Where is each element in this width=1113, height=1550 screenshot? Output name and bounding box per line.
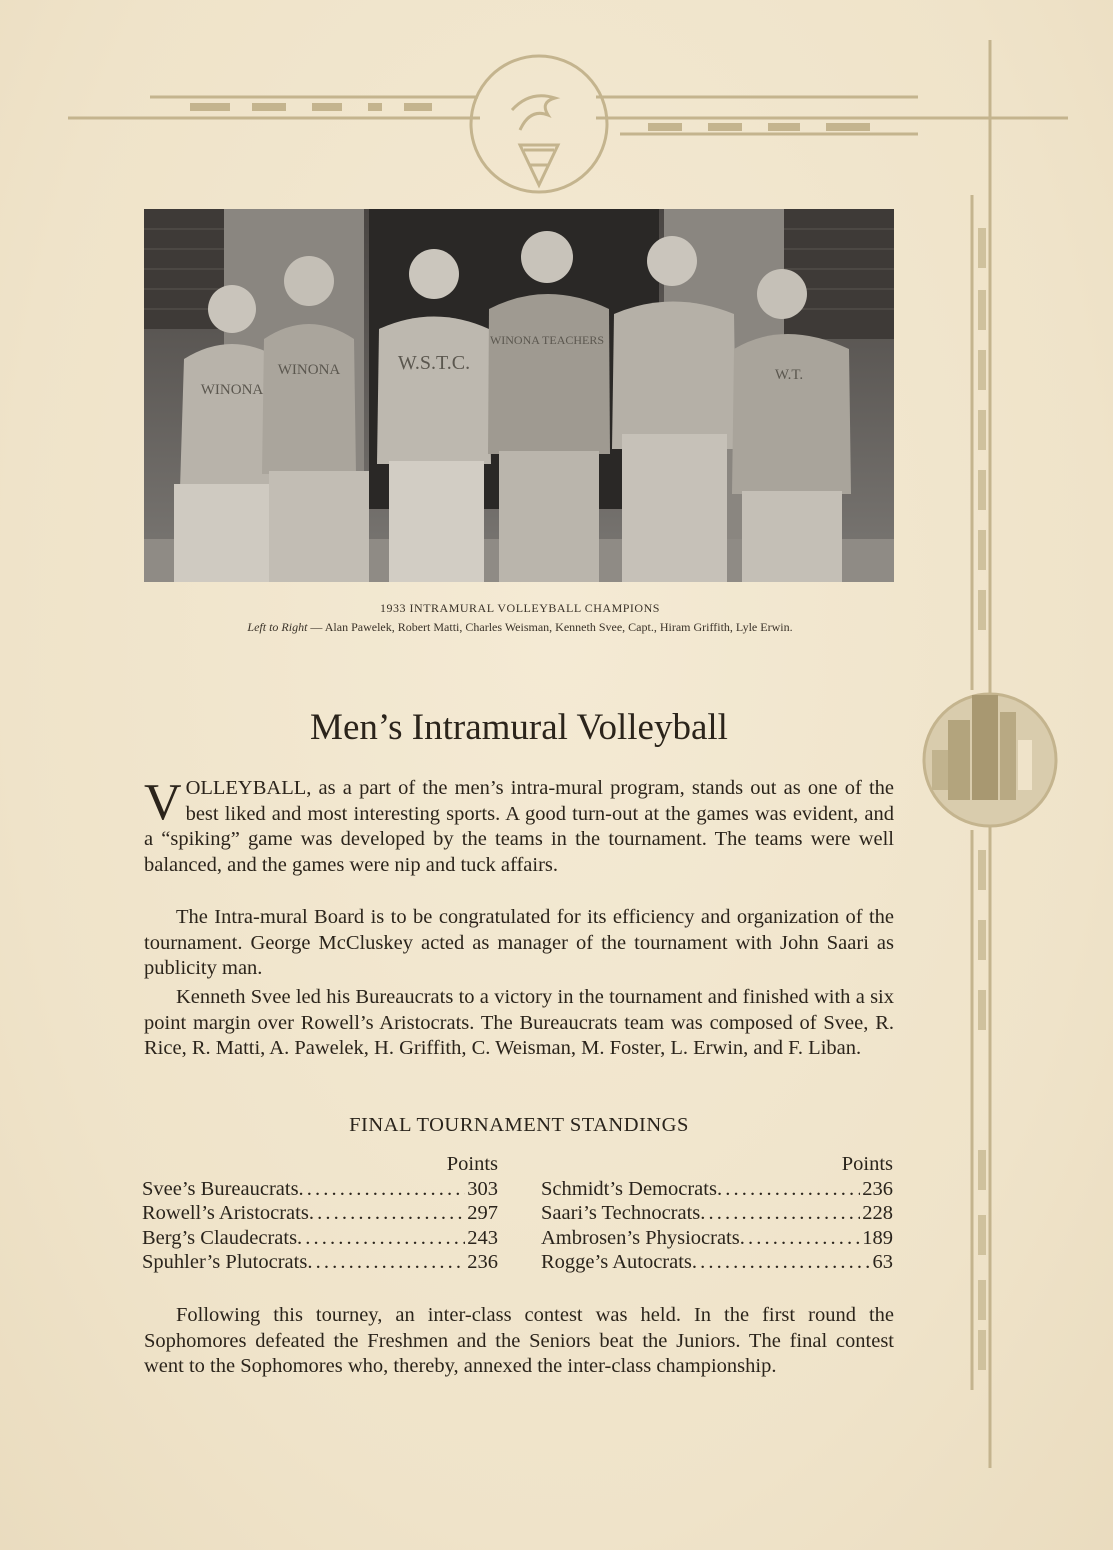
sweater-label-6: W.T. [774, 367, 804, 383]
team-name: Saari’s Technocrats [541, 1202, 701, 1224]
caption-names-list: — Alan Pawelek, Robert Matti, Charles Weisman, Kenneth Svee, Capt., Hiram Griffith, Lyle Erwin. [307, 620, 793, 634]
team-photo [144, 209, 894, 582]
standings-row [142, 1250, 498, 1275]
points-header-left: Points [446, 1153, 498, 1175]
dot-leader [700, 1201, 860, 1226]
standings-right-column [541, 1152, 893, 1275]
dot-leader [309, 1201, 465, 1226]
team-points: 63 [872, 1251, 893, 1273]
standings-row [142, 1201, 498, 1226]
dot-leader [297, 1226, 465, 1251]
city-skyline-emblem [924, 694, 1056, 826]
standings-row [142, 1226, 498, 1251]
team-name: Spuhler’s Plutocrats [142, 1251, 308, 1273]
team-points: 243 [467, 1226, 498, 1249]
dot-leader [692, 1250, 871, 1275]
drop-cap: V [144, 774, 182, 831]
standings-row [142, 1177, 498, 1202]
team-points: 303 [467, 1177, 498, 1200]
sweater-label-3: W.S.T.C. [397, 352, 471, 374]
photo-caption-title: 1933 INTRAMURAL VOLLEYBALL CHAMPIONS [380, 601, 660, 615]
team-points: 236 [467, 1251, 498, 1273]
standings-row [541, 1226, 893, 1251]
team-name: Rowell’s Aristocrats [142, 1202, 309, 1224]
points-header-right: Points [841, 1153, 893, 1175]
team-points: 189 [862, 1226, 893, 1249]
team-photo-illustration [144, 209, 894, 582]
team-name: Ambrosen’s Physiocrats [541, 1226, 740, 1249]
article-paragraph-3: Kenneth Svee led his Bureaucrats to a victory in the tournament and finished with a six point margin over Rowell’s Aristocrats. The Bureaucrats team was composed of Svee, R. Rice, R. Matti, A. Pawelek, H. Griffith, C. Weisman, M. Foster, L. Erwin, and F. Liban. [144, 986, 894, 1060]
standings-row [541, 1177, 893, 1202]
team-points: 236 [862, 1177, 893, 1200]
photo-caption-names [100, 620, 940, 635]
team-points: 297 [467, 1202, 498, 1224]
dot-leader [307, 1250, 465, 1275]
team-name: Rogge’s Autocrats [541, 1251, 692, 1273]
dot-leader [299, 1177, 466, 1202]
team-name: Berg’s Claudecrats [142, 1226, 298, 1249]
team-name: Schmidt’s Democrats [541, 1177, 717, 1200]
standings-row [541, 1201, 893, 1226]
team-name: Svee’s Bureaucrats [142, 1177, 299, 1200]
article-paragraph-1 [144, 776, 894, 878]
sweater-label-4: WINONA TEACHERS [489, 333, 605, 347]
dot-leader [717, 1177, 860, 1202]
team-points: 228 [862, 1202, 893, 1224]
standings-title: FINAL TOURNAMENT STANDINGS [349, 1114, 689, 1136]
article-paragraph-4: Following this tourney, an inter-class contest was held. In the first round the Sophomores defeated the Freshmen and the Seniors beat the Juniors. The final contest went to the Sophomores who, thereby, annexed the inter-class championship. [144, 1304, 894, 1378]
standings-row [541, 1250, 893, 1275]
dot-leader [740, 1226, 861, 1251]
caption-lead: Left to Right [247, 620, 308, 634]
sweater-label-2: WINONA [277, 362, 341, 378]
sweater-label-1: WINONA [200, 382, 264, 398]
article-title: Men’s Intramural Volleyball [310, 707, 728, 748]
article-paragraph-2: The Intra-mural Board is to be congratulated for its efficiency and organization of the tournament. George McCluskey acted as manager of the tournament with John Saari as publicity man. [144, 906, 894, 980]
paragraph-1-text: OLLEYBALL, as a part of the men’s intra-mural program, stands out as one of the best liked and most interesting sports. A good turn-out at the games was evident, and a “spiking” game was developed by the teams in the tournament. The teams were well balanced, and the games were nip and tuck affairs. [144, 777, 894, 876]
standings-left-column [142, 1152, 498, 1275]
